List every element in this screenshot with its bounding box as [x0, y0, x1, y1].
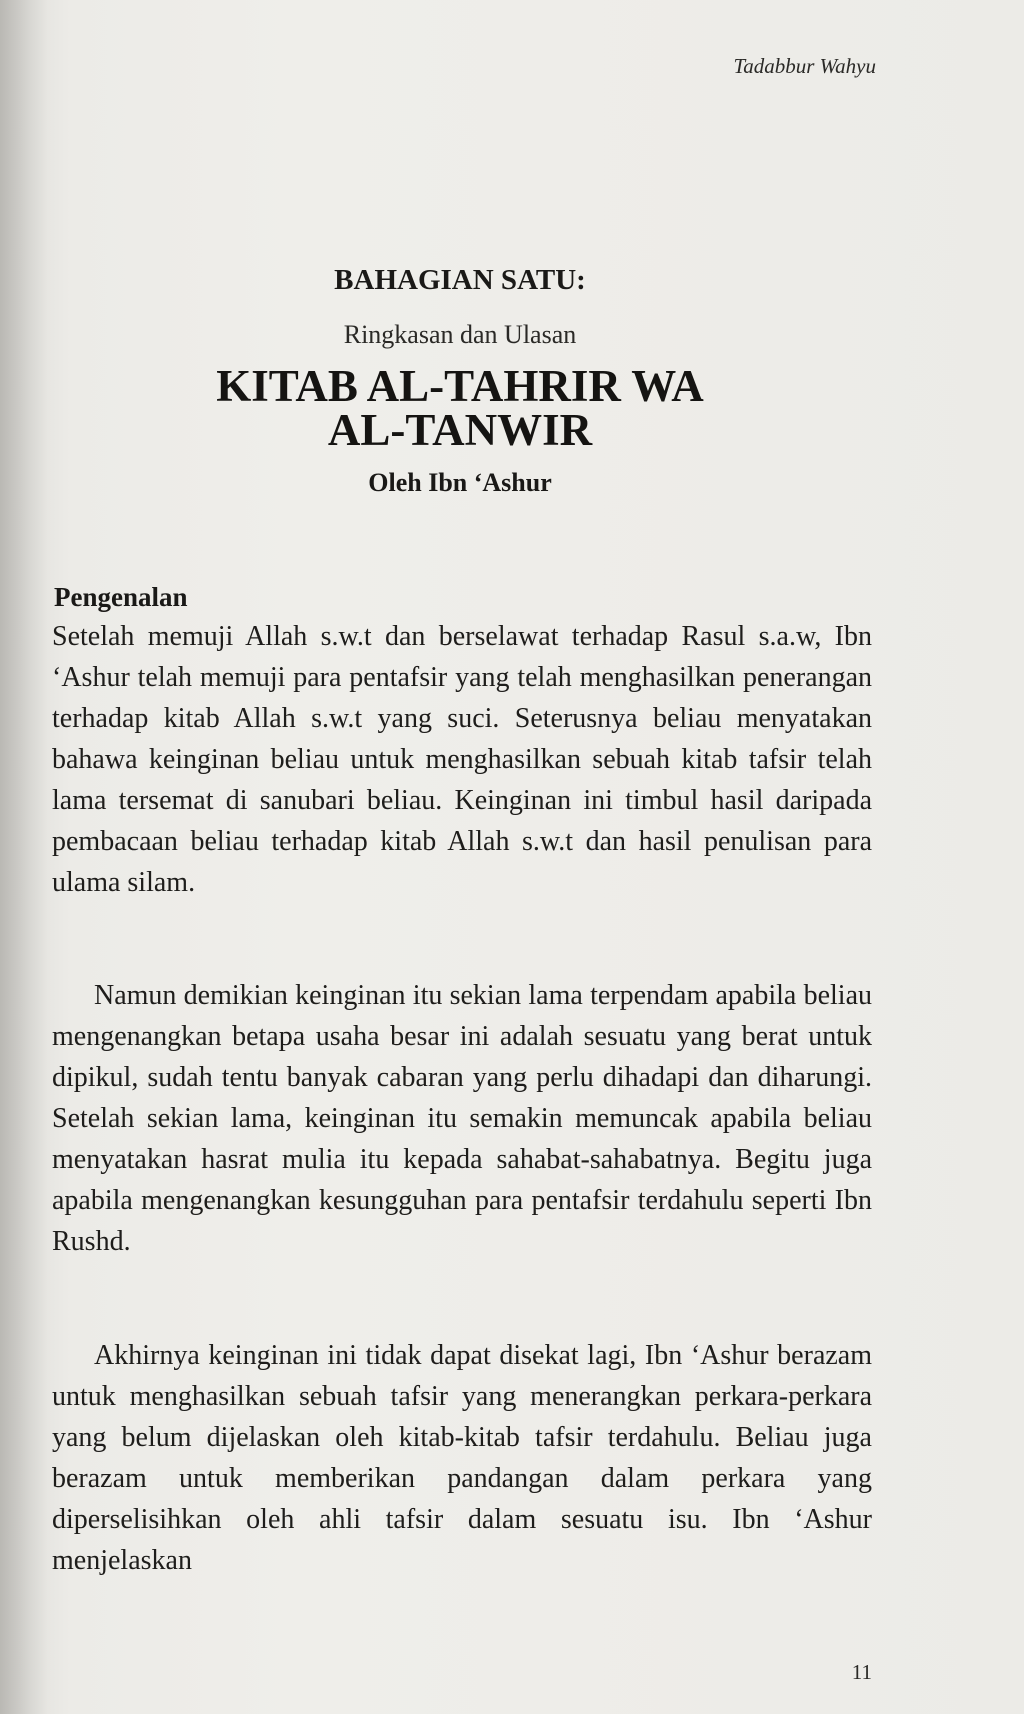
- book-title: [150, 361, 770, 455]
- gutter-shadow: [0, 0, 48, 1714]
- intro-paragraph-3: Akhirnya keinginan ini tidak dapat disekat lagi, Ibn ‘Ashur berazam untuk menghasilkan sebuah tafsir yang menerangkan perkara-perkara yang belum dijelaskan oleh kitab-kitab tafsir terdahulu. Beliau juga berazam untuk memberikan pandangan dalam perkara yang diperselisihkan oleh ahli tafsir dalam sesuatu isu. Ibn ‘Ashur menjelaskan: [52, 1340, 872, 1576]
- intro-heading: Pengenalan: [54, 582, 188, 612]
- book-title-line-1: KITAB AL-TAHRIR WA: [216, 361, 704, 411]
- running-head: Tadabbur Wahyu: [733, 54, 876, 78]
- author-line: Oleh Ibn ‘Ashur: [368, 468, 552, 497]
- section-label: BAHAGIAN SATU:: [334, 264, 586, 296]
- book-title-line-2: AL-TANWIR: [327, 405, 593, 455]
- intro-paragraph-2: Namun demikian keinginan itu sekian lama terpendam apabila beliau mengenangkan betapa usaha besar ini adalah sesuatu yang berat untuk dipikul, sudah tentu banyak cabaran yang perlu dihadapi dan diharungi. Setelah sekian lama, keinginan itu semakin memuncak apabila beliau menyatakan hasrat mulia itu kepada sahabat-sahabatnya. Begitu juga apabila mengenangkan kesungguhan para pentafsir terdahulu seperti Ibn Rushd.: [52, 980, 872, 1257]
- page-number: 11: [851, 1660, 872, 1684]
- section-subtitle: Ringkasan dan Ulasan: [343, 320, 577, 349]
- intro-paragraph-1: Setelah memuji Allah s.w.t dan berselawat terhadap Rasul s.a.w, Ibn ‘Ashur telah memuji para pentafsir yang telah menghasilkan penerangan terhadap kitab Allah s.w.t yang suci. Seterusnya beliau menyatakan bahawa keinginan beliau untuk menghasilkan sebuah kitab tafsir telah lama tersemat di sanubari beliau. Keinginan ini timbul hasil daripada pembacaan beliau terhadap kitab Allah s.w.t dan hasil penulisan para ulama silam.: [52, 621, 872, 898]
